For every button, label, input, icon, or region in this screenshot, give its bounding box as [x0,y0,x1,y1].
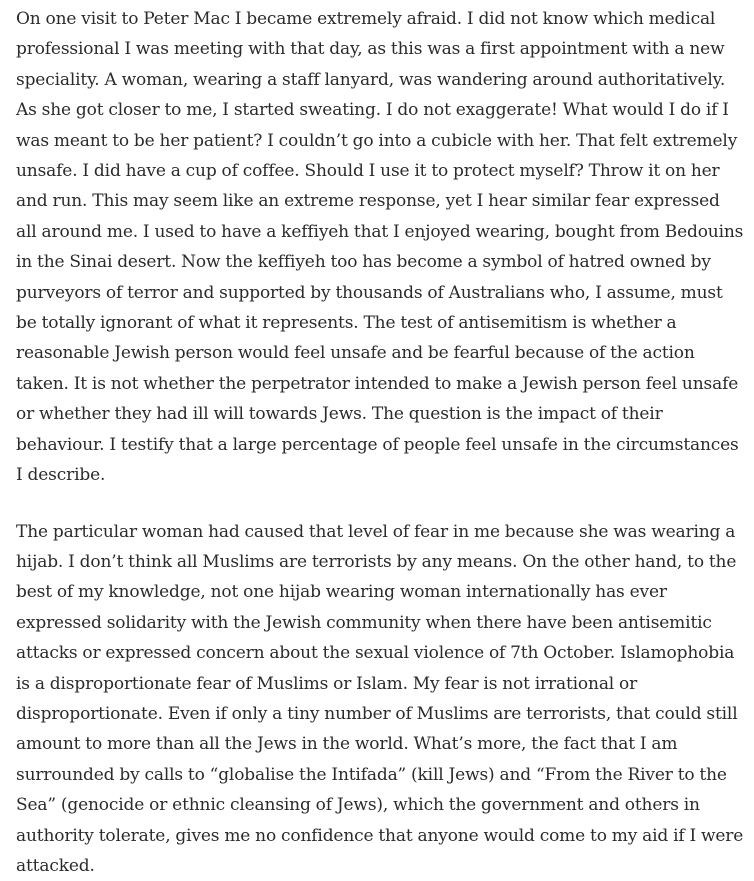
paragraph-hijab-fear: The particular woman had caused that level of fear in me because she was wearing a hijab. I don’t think all Muslims are terrorists by any means. On the other hand, to the best of my knowledge, not one hijab wearing woman internationally has ever expressed solidarity with the Jewish community when there have been antisemitic attacks or expressed concern about the sexual violence of 7th October. Islamophobia is a disproportionate fear of Muslims or Islam. My fear is not irrational or disproportionate. Even if only a tiny number of Muslims are terrorists, that could still amount to more than all the Jews in the world. What’s more, the fact that I am surrounded by calls to “globalise the Intifada” (kill Jews) and “From the River to the Sea” (genocide or ethnic cleansing of Jews), which the government and others in authority tolerate, gives me no confidence that anyone would come to my aid if I were attacked. [16,517,744,881]
paragraph-peter-mac-visit: On one visit to Peter Mac I became extremely afraid. I did not know which medical professional I was meeting with that day, as this was a first appointment with a new speciality. A woman, wearing a staff lanyard, was wandering around authoritatively. As she got closer to me, I started sweating. I do not exaggerate! What would I do if I was meant to be her patient? I couldn’t go into a cubicle with her. That felt extremely unsafe. I did have a cup of coffee. Should I use it to protect myself? Throw it on her and run. This may seem like an extreme response, yet I hear similar fear expressed all around me. I used to have a keffiyeh that I enjoyed wearing, bought from Bedouins in the Sinai desert. Now the keffiyeh too has become a symbol of hatred owned by purveyors of terror and supported by thousands of Australians who, I assume, must be totally ignorant of what it represents. The test of antisemitism is whether a reasonable Jewish person would feel unsafe and be fearful because of the action taken. It is not whether the perpetrator intended to make a Jewish person feel unsafe or whether they had ill will towards Jews. The question is the impact of their behaviour. I testify that a large percentage of people feel unsafe in the circumstances I describe. [16,4,744,491]
